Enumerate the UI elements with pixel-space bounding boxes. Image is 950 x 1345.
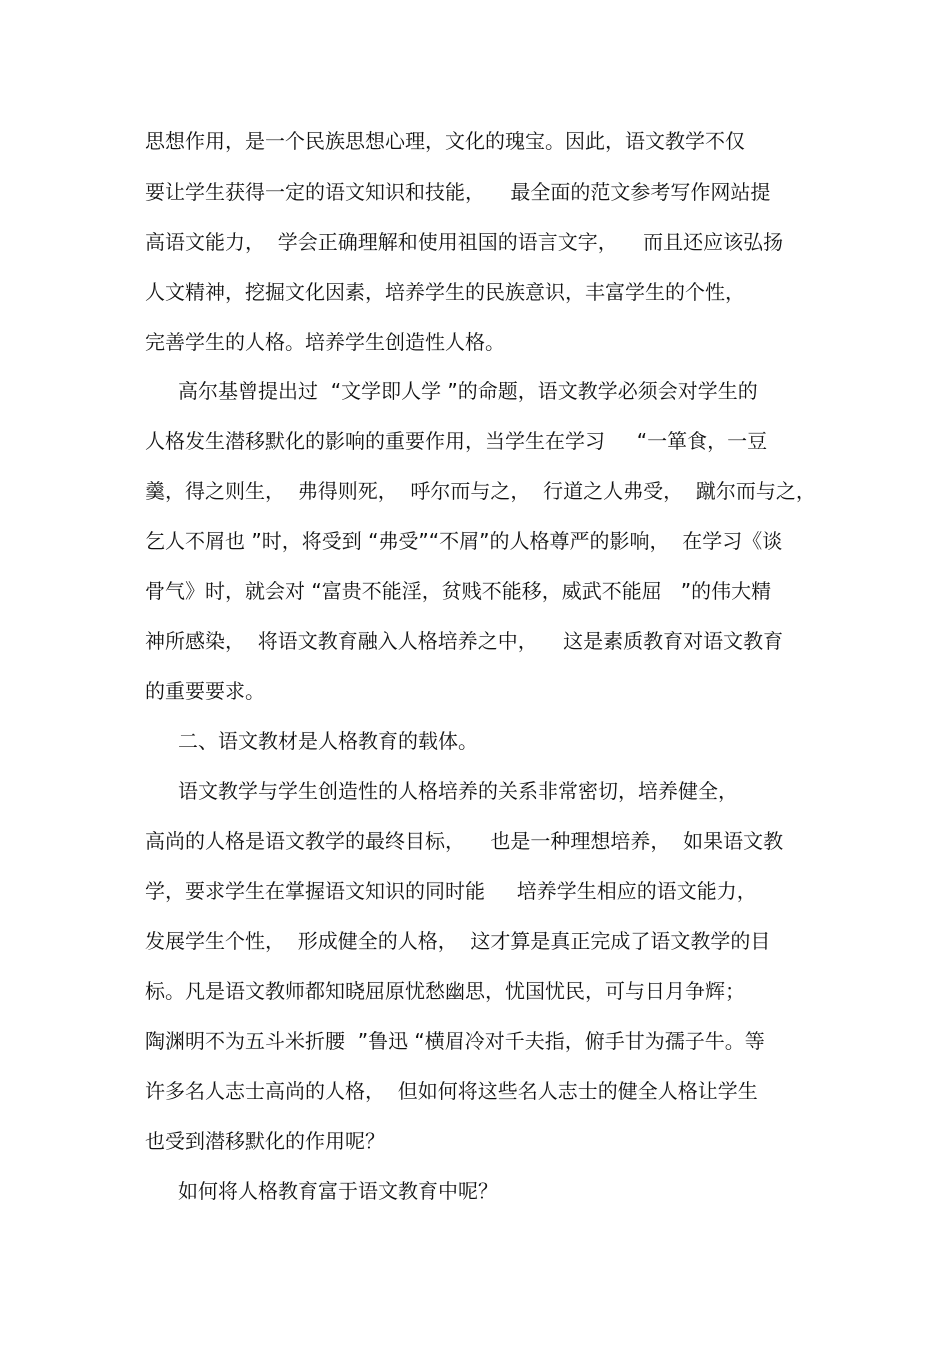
text-line: 要让学生获得一定的语文知识和技能， 最全面的范文参考写作网站提	[145, 180, 771, 204]
text-line: 标。凡是语文教师都知晓屈原忧愁幽思，忧国忧民，可与日月争辉；	[145, 979, 745, 1003]
paragraph-first-line: 高尔基曾提出过 “文学即人学 ”的命题，语文教学必须会对学生的	[178, 379, 758, 403]
text-line: 羹，得之则生， 弗得则死， 呼尔而与之， 行道之人弗受， 蹴尔而与之，	[145, 479, 816, 503]
section-heading: 二、语文教材是人格教育的载体。	[178, 729, 478, 753]
text-line: 高语文能力， 学会正确理解和使用祖国的语言文字， 而且还应该弘扬	[145, 230, 784, 254]
text-line: 陶渊明不为五斗米折腰 ”鲁迅 “横眉冷对千夫指，俯手甘为孺子牛。等	[145, 1029, 765, 1053]
text-line: 神所感染， 将语文教育融入人格培养之中， 这是素质教育对语文教育	[145, 629, 784, 653]
text-line: 人文精神，挖掘文化因素，培养学生的民族意识，丰富学生的个性，	[145, 280, 745, 304]
text-line: 高尚的人格是语文教学的最终目标， 也是一种理想培养， 如果语文教	[145, 829, 784, 853]
paragraph-first-line: 语文教学与学生创造性的人格培养的关系非常密切，培养健全，	[178, 779, 738, 803]
paragraph-first-line: 如何将人格教育富于语文教育中呢？	[178, 1179, 498, 1203]
text-line: 骨气》时，就会对 “富贵不能淫，贫贱不能移，威武不能屈 ”的伟大精	[145, 579, 772, 603]
text-line: 完善学生的人格。培养学生创造性人格。	[145, 330, 505, 354]
text-line: 的重要要求。	[145, 679, 265, 703]
text-line: 也受到潜移默化的作用呢？	[145, 1129, 385, 1153]
text-line: 人格发生潜移默化的影响的重要作用，当学生在学习 “一箪食，一豆	[145, 429, 768, 453]
text-line: 许多名人志士高尚的人格， 但如何将这些名人志士的健全人格让学生	[145, 1079, 758, 1103]
text-line: 思想作用，是一个民族思想心理，文化的瑰宝。因此，语文教学不仅	[145, 129, 745, 153]
text-line: 乞人不屑也 ”时，将受到 “弗受”“不屑”的人格尊严的影响， 在学习《谈	[145, 529, 783, 553]
text-line: 发展学生个性， 形成健全的人格， 这才算是真正完成了语文教学的目	[145, 929, 771, 953]
text-line: 学，要求学生在掌握语文知识的同时能 培养学生相应的语文能力，	[145, 879, 757, 903]
